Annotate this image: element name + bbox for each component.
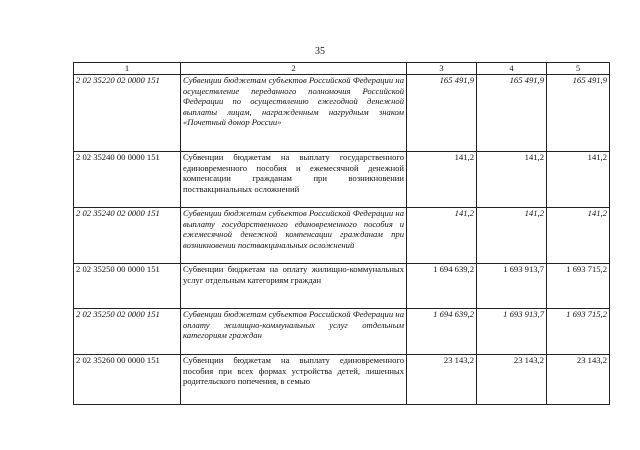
column-header-4: 4	[477, 63, 547, 75]
table-row	[74, 264, 610, 309]
value-cell-col5: 141,2	[547, 208, 610, 264]
value-cell-col4: 23 143,2	[477, 355, 547, 405]
value-cell-col5: 165 491,9	[547, 75, 610, 152]
value-cell-col3: 23 143,2	[407, 355, 477, 405]
table-row	[74, 355, 610, 405]
table-row	[74, 75, 610, 152]
budget-code-cell: 2 02 35260 00 0000 151	[74, 355, 181, 405]
value-cell-col3: 1 694 639,2	[407, 309, 477, 355]
table-row	[74, 309, 610, 355]
budget-code-cell: 2 02 35240 02 0000 151	[74, 208, 181, 264]
column-header-5: 5	[547, 63, 610, 75]
value-cell-col5: 1 693 715,2	[547, 264, 610, 309]
description-cell: Субвенции бюджетам на оплату жилищно-коммунальных услуг отдельным категориям граждан	[181, 264, 407, 309]
description-cell: Субвенции бюджетам субъектов Российской Федерации на оплату жилищно-коммунальных услуг отдельным категориям граждан	[181, 309, 407, 355]
value-cell-col3: 141,2	[407, 208, 477, 264]
value-cell-col4: 141,2	[477, 152, 547, 208]
budget-table	[73, 62, 610, 405]
value-cell-col4: 141,2	[477, 208, 547, 264]
budget-code-cell: 2 02 35240 00 0000 151	[74, 152, 181, 208]
value-cell-col3: 141,2	[407, 152, 477, 208]
value-cell-col4: 1 693 913,7	[477, 264, 547, 309]
budget-code-cell: 2 02 35250 00 0000 151	[74, 264, 181, 309]
value-cell-col5: 141,2	[547, 152, 610, 208]
column-header-1: 1	[74, 63, 181, 75]
value-cell-col5: 1 693 715,2	[547, 309, 610, 355]
description-cell: Субвенции бюджетам субъектов Российской Федерации на выплату государственного единовременного пособия и ежемесячной денежной компенсации гражданам при возникновении поствакцинальных осложнений	[181, 208, 407, 264]
value-cell-col3: 1 694 639,2	[407, 264, 477, 309]
description-cell: Субвенции бюджетам на выплату единовременного пособия при всех формах устройства детей, лишенных родительского попечения, в семью	[181, 355, 407, 405]
page-number: 35	[315, 46, 325, 57]
budget-code-cell: 2 02 35250 02 0000 151	[74, 309, 181, 355]
description-cell: Субвенции бюджетам на выплату государственного единовременного пособия и ежемесячной денежной компенсации гражданам при возникновении поствакцинальных осложнений	[181, 152, 407, 208]
table-row	[74, 208, 610, 264]
description-cell: Субвенции бюджетам субъектов Российской Федерации на осуществление переданного полномочия Российской Федерации по осуществлению ежегодной денежной выплаты лицам, награжденным нагрудным знаком «Почетный донор России»	[181, 75, 407, 152]
value-cell-col3: 165 491,9	[407, 75, 477, 152]
column-header-3: 3	[407, 63, 477, 75]
table-row	[74, 152, 610, 208]
table-header-row	[74, 63, 610, 75]
budget-code-cell: 2 02 35220 02 0000 151	[74, 75, 181, 152]
column-header-2: 2	[181, 63, 407, 75]
value-cell-col4: 165 491,9	[477, 75, 547, 152]
value-cell-col4: 1 693 913,7	[477, 309, 547, 355]
value-cell-col5: 23 143,2	[547, 355, 610, 405]
